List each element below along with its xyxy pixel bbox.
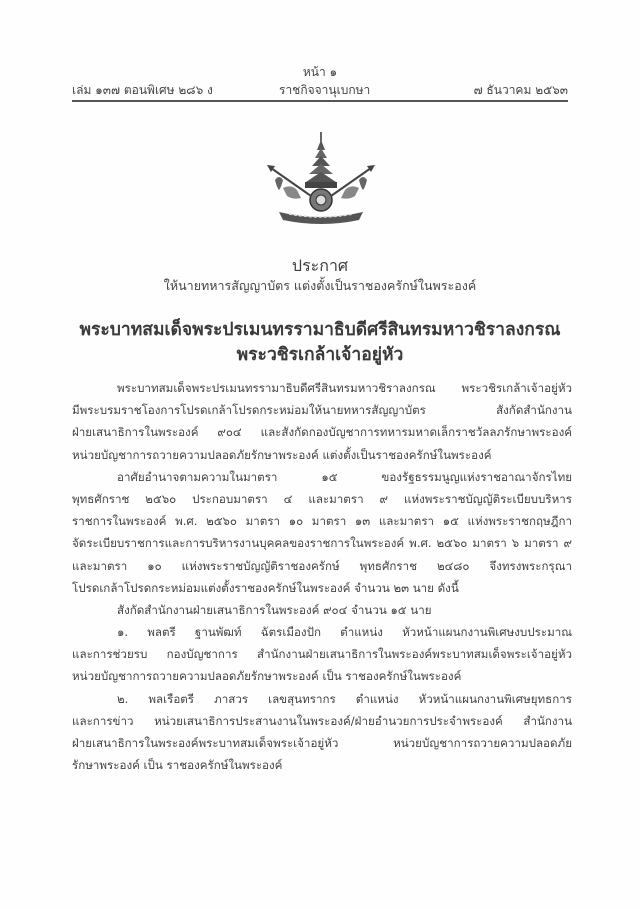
section-heading: สังกัดสำนักงานฝ่ายเสนาธิการในพระองค์ ๙๐๔ จำนวน ๑๕ นาย xyxy=(117,602,432,617)
announcement-body xyxy=(72,377,572,776)
royal-thai-emblem-icon xyxy=(265,130,377,225)
appointee-line: ๒. พลเรือตรี ภาสวร เลขสุนทรากร ตำแหน่ง หัวหน้าแผนกงานพิเศษยุทธการ xyxy=(117,691,572,706)
paragraph-line: ราชการในพระองค์ พ.ศ. ๒๕๖๐ มาตรา ๑๐ มาตรา ๑๓ และมาตรา ๑๕ แห่งพระราชกฤษฎีกา xyxy=(72,514,572,529)
paragraph-line: จัดระเบียบราชการและการบริหารงานบุคคลของราชการในพระองค์ พ.ศ. ๒๕๖๐ มาตรา ๖ มาตรา ๙ xyxy=(72,536,572,551)
appointee-line: หน่วยบัญชาการถวายความปลอดภัยรักษาพระองค์ เป็น ราชองครักษ์ในพระองค์ xyxy=(72,669,462,684)
header-divider xyxy=(72,100,568,102)
page-number: หน้า ๑ xyxy=(302,65,338,79)
paragraph-line: และมาตรา ๑๐ แห่งพระราชบัญญัติราชองครักษ์ พุทธศักราช ๒๔๘๐ จึงทรงพระกรุณา xyxy=(72,558,572,573)
volume-issue: เล่ม ๑๓๗ ตอนพิเศษ ๒๘๖ ง xyxy=(72,83,213,97)
publication-date: ๗ ธันวาคม ๒๕๖๓ xyxy=(473,83,568,97)
paragraph-line: โปรดเกล้าโปรดกระหม่อมแต่งตั้งราชองครักษ์ในพระองค์ จำนวน ๒๓ นาย ดังนี้ xyxy=(72,580,459,595)
gazette-name: ราชกิจจานุเบกษา xyxy=(279,83,371,97)
appointee-line: ๑. พลตรี ฐานพัฒท์ ฉัตรเมืองปัก ตำแหน่ง หัวหน้าแผนกงานพิเศษงบประมาณ xyxy=(117,625,572,640)
appointee-line: และการข่าว หน่วยเสนาธิการประสานงานในพระองค์/ฝ่ายอำนวยการประจำพระองค์ สำนักงาน xyxy=(72,713,572,728)
paragraph-line: พระบาทสมเด็จพระปรเมนทรรามาธิบดีศรีสินทรมหาวชิราลงกรณ พระวชิรเกล้าเจ้าอยู่หัว xyxy=(117,381,572,395)
king-name-heading xyxy=(0,318,640,368)
king-name-line-2: พระวชิรเกล้าเจ้าอยู่หัว xyxy=(236,345,404,365)
appointee-line: รักษาพระองค์ เป็น ราชองครักษ์ในพระองค์ xyxy=(72,758,283,773)
gazette-header xyxy=(72,81,568,99)
paragraph-line: ฝ่ายเสนาธิการในพระองค์ ๙๐๔ และสังกัดกองบัญชาการทหารมหาดเล็กราชวัลลภรักษาพระองค์ xyxy=(72,425,572,440)
paragraph-line: อาศัยอำนาจตามความในมาตรา ๑๕ ของรัฐธรรมนูญแห่งราชอาณาจักรไทย xyxy=(117,469,572,484)
appointee-line: และการช่วยรบ กองบัญชาการ สำนักงานฝ่ายเสนาธิการในพระองค์พระบาทสมเด็จพระเจ้าอยู่หัว xyxy=(72,647,572,662)
announcement-subtitle: ให้นายทหารสัญญาบัตร แต่งตั้งเป็นราชองครักษ์ในพระองค์ xyxy=(163,278,477,293)
paragraph-line: มีพระบรมราชโองการโปรดเกล้าโปรดกระหม่อมให้นายทหารสัญญาบัตร สังกัดสำนักงาน xyxy=(72,403,572,418)
paragraph-line: หน่วยบัญชาการถวายความปลอดภัยรักษาพระองค์ แต่งตั้งเป็นราชองครักษ์ในพระองค์ xyxy=(72,447,492,462)
announcement-title: ประกาศ xyxy=(291,256,349,275)
king-name-line-1: พระบาทสมเด็จพระปรเมนทรรามาธิบดีศรีสินทรมหาวชิราลงกรณ xyxy=(79,320,561,340)
appointee-line: ฝ่ายเสนาธิการในพระองค์พระบาทสมเด็จพระเจ้าอยู่หัว หน่วยบัญชาการถวายความปลอดภัย xyxy=(72,736,572,750)
paragraph-line: พุทธศักราช ๒๕๖๐ ประกอบมาตรา ๔ และมาตรา ๙ แห่งพระราชบัญญัติระเบียบบริหาร xyxy=(72,491,572,506)
